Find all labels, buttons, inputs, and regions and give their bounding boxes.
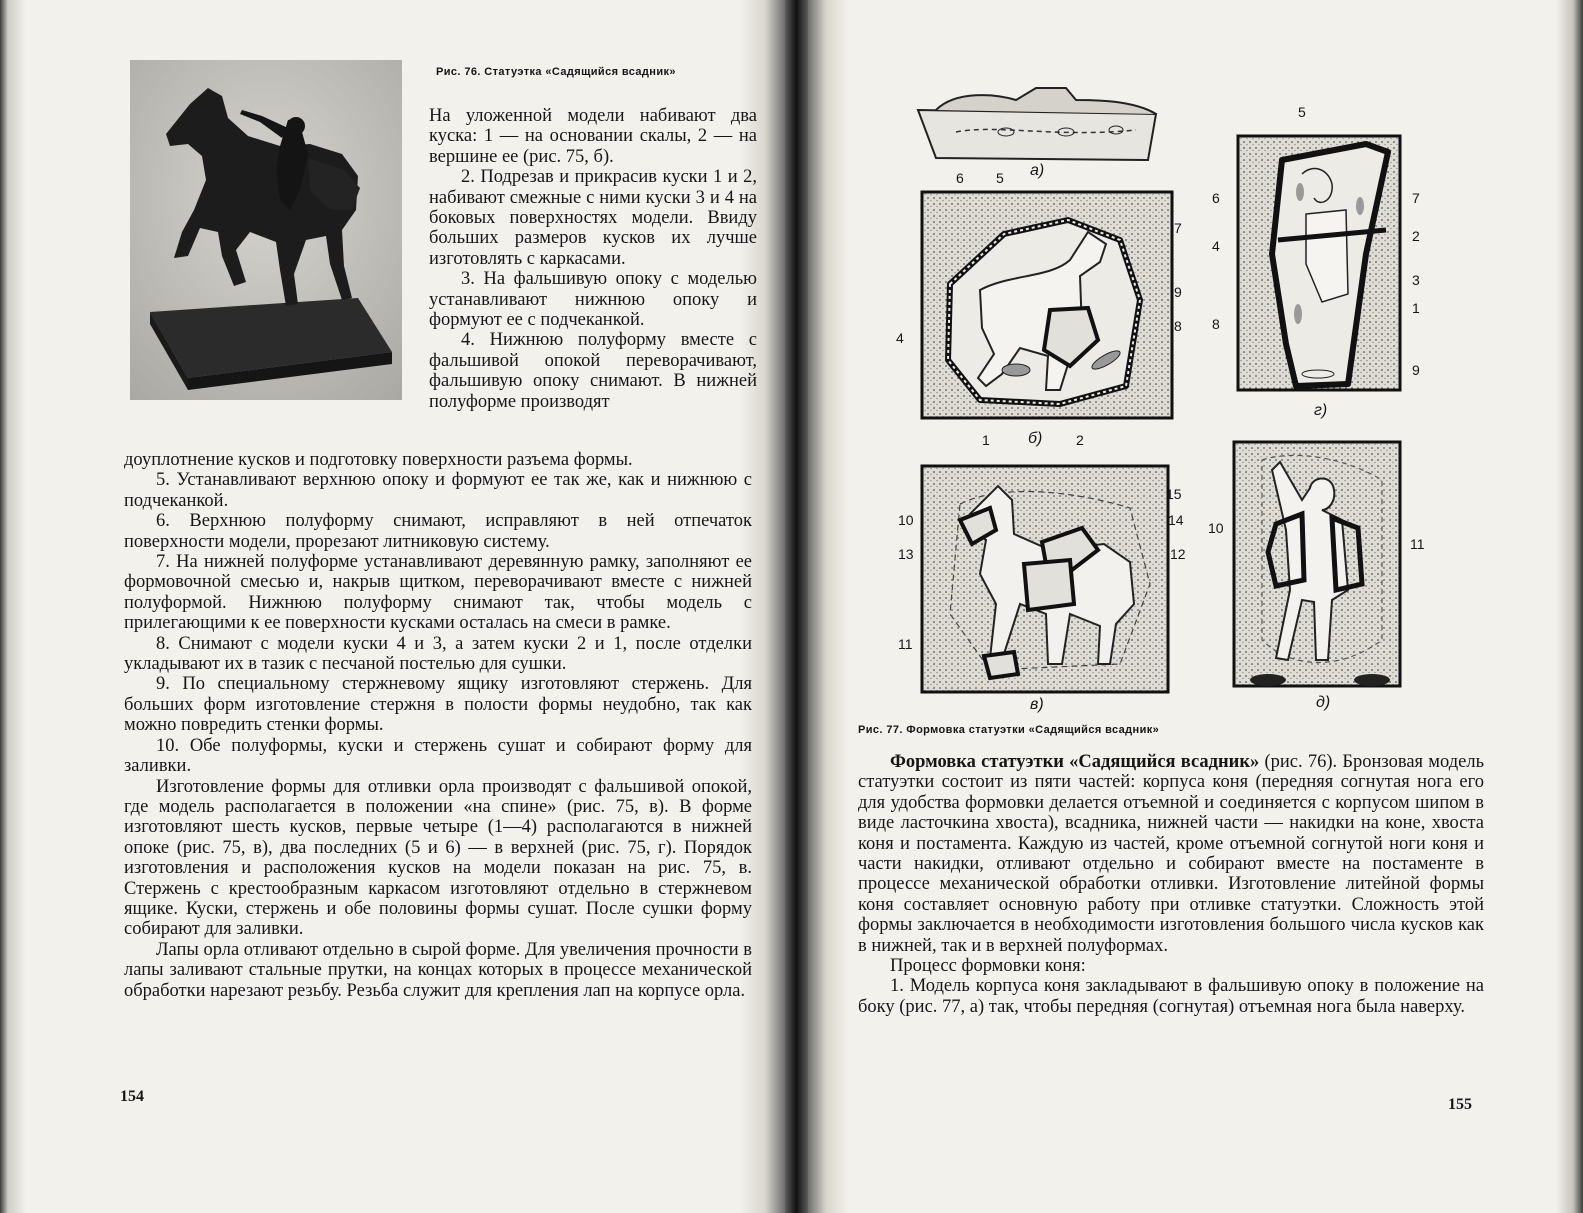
callout-v-12: 12 (1170, 546, 1186, 562)
wide-text-column (124, 450, 752, 1001)
callout-g-5: 5 (1298, 104, 1306, 120)
paragraph (858, 752, 1484, 956)
paragraph: 8. Снимают с модели куски 4 и 3, а затем куски 2 и 1, после отделки укладывают их в тазик с песчаной постелью для сушки. (124, 633, 752, 675)
panel-label-a: а) (1030, 162, 1045, 179)
callout-b-2: 2 (1076, 432, 1084, 448)
page-number: 154 (120, 1088, 144, 1105)
statuette-photo (130, 60, 402, 400)
callout-g-6: 6 (1212, 190, 1220, 206)
figure-76-caption: Рис. 76. Статуэтка «Садящийся всадник» (436, 66, 676, 78)
panel-label-b: б) (1028, 430, 1043, 447)
paragraph: 6. Верхнюю полуформу снимают, исправляют в ней отпечаток поверхности модели, прорезают литниковую систему. (124, 511, 752, 552)
figure-77-caption: Рис. 77. Формовка статуэтки «Садящийся всадник» (858, 724, 1160, 736)
right-page (808, 0, 1583, 1213)
callout-v-15: 15 (1166, 486, 1182, 502)
panel-label-d: д) (1316, 694, 1331, 711)
left-page (0, 0, 785, 1213)
paragraph: 7. На нижней полуформе устанавливают деревянную рамку, заполняют ее формовочной смесью и, накрыв щитком, переворачивают вместе с нижней полуформой. Нижнюю полуформу снимают так, чтобы модель с прилегающими к ее поверхности кусками осталась на смеси в рамке. (124, 552, 752, 634)
callout-b-8: 8 (1174, 318, 1182, 334)
figure-77-panel-b (920, 190, 1176, 422)
paragraph: 2. Подрезав и прикрасив куски 1 и 2, набивают смежные с ними куски 3 и 4 на боковых поверхностях модели. Ввиду больших размеров кусков их лучше изготовлять с каркасами. (429, 167, 757, 269)
callout-g-8: 8 (1212, 316, 1220, 332)
callout-v-14: 14 (1168, 512, 1184, 528)
paragraph: Лапы орла отливают отдельно в сырой форме. Для увеличения прочности в лапы заливают стальные прутки, на концах которых в процессе механической обработки нарезают резьбу. Резьба служит для крепления лап на корпусе орла. (124, 939, 752, 1001)
paragraph: На уложенной модели набивают два куска: 1 — на основании скалы, 2 — на вершине ее (рис. 75, б). (429, 106, 757, 167)
figure-77-panel-d (1232, 440, 1404, 690)
paragraph: Изготовление формы для отливки орла производят с фальшивой опокой, где модель располагается в положении «на спине» (рис. 75, в). В форме изготовляют шесть кусков, первые четыре (1—4) располагаются в нижней опоке (рис. 75, в), два последних (5 и 6) — в верхней (рис. 75, г). Порядок изготовления и расположения кусков на модели показан на рис. 75, в. Стержень с крестообразным каркасом изготовляют отдельно в стержневом ящике. Куски, стержень и обе половины формы сушат. После сушки форму собирают для заливки. (124, 776, 752, 940)
figure-77-panel-v (920, 464, 1170, 694)
panel-label-v: в) (1030, 696, 1044, 713)
callout-g-3: 3 (1412, 272, 1420, 288)
callout-v-10: 10 (898, 512, 914, 528)
callout-b-7: 7 (1174, 220, 1182, 236)
narrow-text-column (429, 106, 757, 412)
figure-77-panel-a (916, 80, 1166, 162)
callout-b-5: 5 (996, 170, 1004, 186)
book-gutter (785, 0, 808, 1213)
paragraph: доуплотнение кусков и подготовку поверхности разъема формы. (124, 450, 633, 470)
callout-d-10: 10 (1208, 520, 1224, 536)
paragraph: 1. Модель корпуса коня закладывают в фальшивую опоку в положение на боку (рис. 77, а) так, чтобы передняя (согнутая) отъемная нога была наверху. (858, 976, 1484, 1017)
callout-v-13: 13 (898, 546, 914, 562)
paragraph: 9. По специальному стержневому ящику изготовляют стержень. Для больших форм изготовление стержня в полости формы неудобно, так как можно повредить стенки формы. (124, 674, 752, 736)
callout-g-1: 1 (1412, 300, 1420, 316)
right-text-column (858, 752, 1484, 1017)
paragraph: 4. Нижнюю полуформу вместе с фальшивой опокой переворачивают, фальшивую опоку снимают. В нижней полуформе производят (429, 330, 757, 412)
panel-label-g: г) (1314, 402, 1328, 419)
callout-v-11: 11 (898, 636, 913, 652)
callout-g-9: 9 (1412, 362, 1420, 378)
callout-b-4: 4 (896, 330, 904, 346)
paragraph: 10. Обе полуформы, куски и стержень сушат и собирают форму для заливки. (124, 735, 752, 777)
page-number: 155 (1448, 1096, 1472, 1113)
callout-d-11: 11 (1410, 536, 1425, 552)
paragraph-body: (рис. 76). Бронзовая модель статуэтки состоит из пяти частей: корпуса коня (передняя согнутая нога его для удобства формовки делается отъемной и соединяется с корпусом шипом в виде ласточкина хвоста), всадника, нижней части — накидки на коне, хвоста коня и постамента. Каждую из частей, кроме отъемной согнутой ноги коня и части накидки, отливают отдельно и собирают вместе на постаменте в процессе механической обработки отливки. Изготовление литейной формы коня составляет основную работу при отливке статуэтки. Сложность этой формы заключается в необходимости изготовления большого числа кусков как в нижней, так и в верхней полуформах. (858, 752, 1485, 956)
paragraph: 5. Устанавливают верхнюю опоку и формуют ее так же, как и нижнюю с подчеканкой. (124, 470, 752, 511)
callout-b-6: 6 (956, 170, 964, 186)
callout-g-7: 7 (1412, 190, 1420, 206)
paragraph: 3. На фальшивую опоку с моделью устанавливают нижнюю опоку и формуют ее с подчеканкой. (429, 269, 757, 331)
section-heading: Формовка статуэтки «Садящийся всадник» (890, 752, 1260, 772)
callout-g-4: 4 (1212, 238, 1220, 254)
callout-g-2: 2 (1412, 228, 1420, 244)
paragraph: Процесс формовки коня: (890, 956, 1086, 977)
figure-77-panel-g (1236, 134, 1404, 394)
callout-b-9: 9 (1174, 284, 1182, 300)
callout-b-1: 1 (982, 432, 990, 448)
